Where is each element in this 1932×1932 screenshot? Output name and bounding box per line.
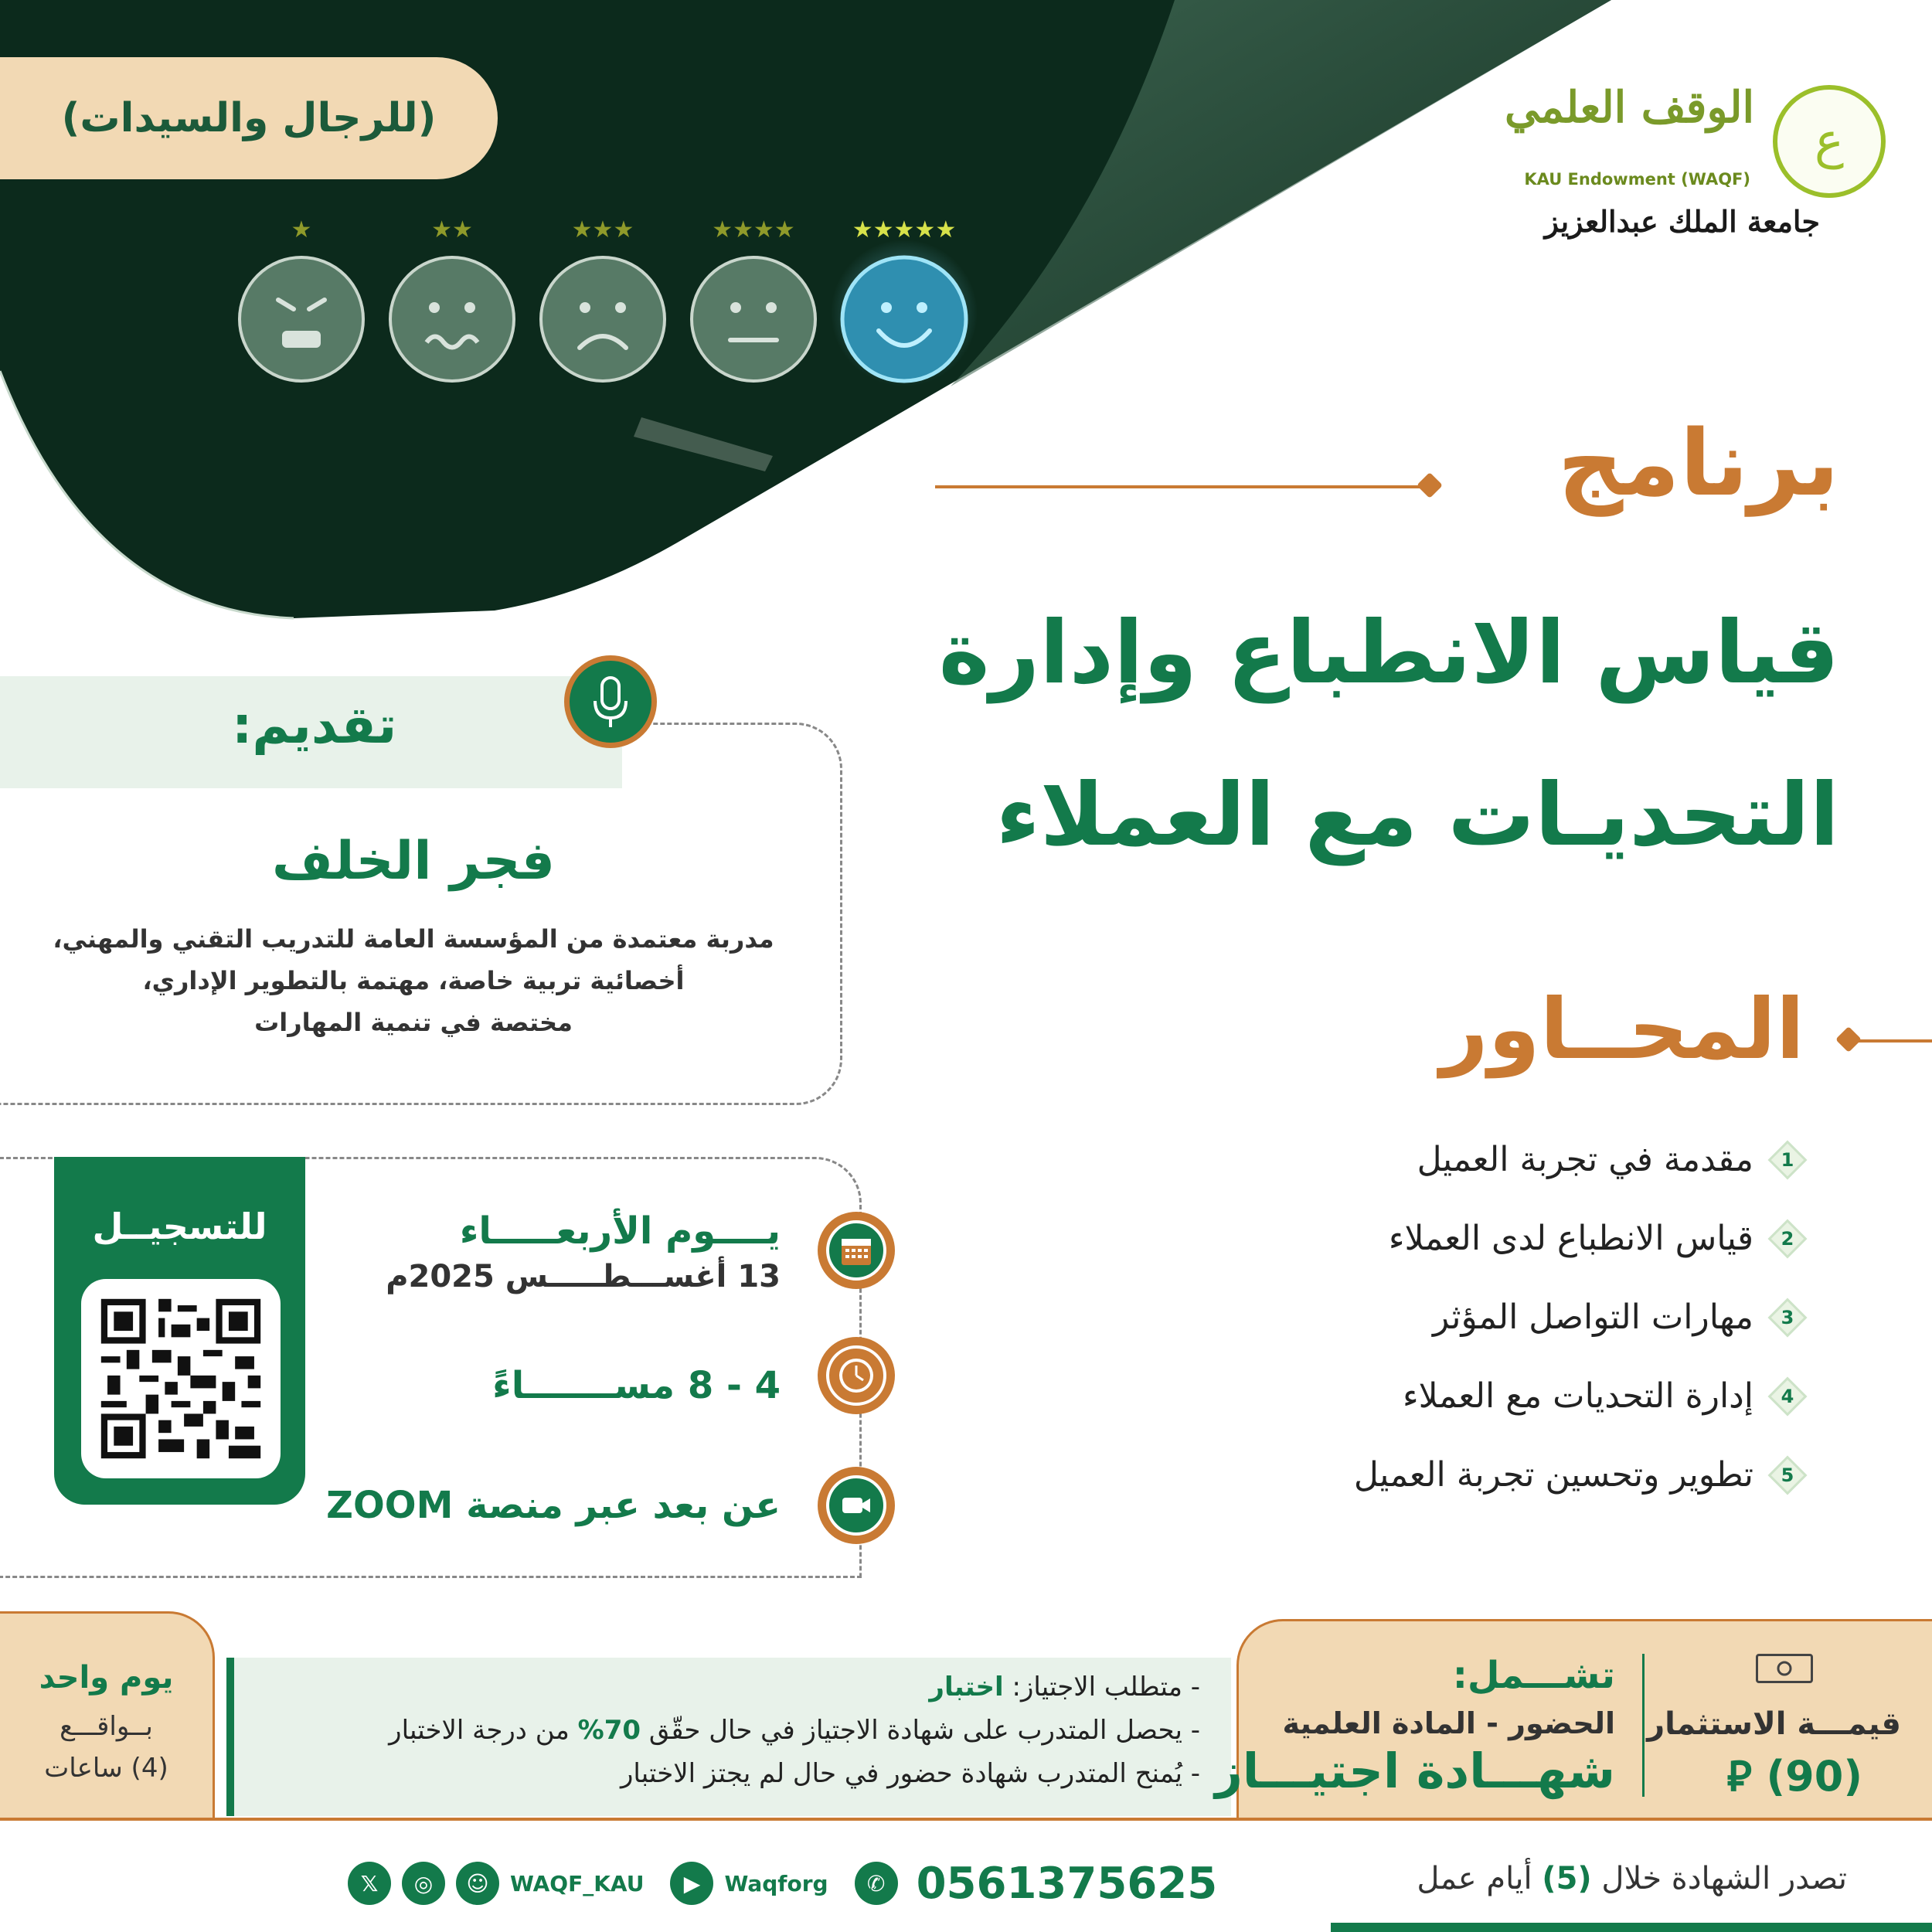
program-label: برنامج	[1557, 410, 1839, 516]
axes-divider	[1851, 1039, 1932, 1043]
duration-hours: (4) ساعات	[44, 1753, 168, 1784]
logo-university-text: جامعة الملك عبدالعزيز	[1544, 204, 1820, 239]
certificate-issue-note: تصدر الشهادة خلال (5) أيام عمل	[1417, 1861, 1847, 1896]
rating-scale	[232, 216, 989, 386]
instagram-icon[interactable]: ◎	[402, 1862, 445, 1905]
title-divider	[935, 485, 1430, 488]
presenter-bio-line: مدربة معتمدة من المؤسسة العامة للتدريب التقني والمهني،	[53, 924, 774, 954]
presenter-name: فجر الخلف	[271, 831, 556, 892]
rating-level	[383, 216, 522, 388]
logo-arabic-text: الوقف العلمي	[1504, 82, 1754, 133]
duration-box	[0, 1611, 215, 1818]
schedule-platform: عن بعد عبر منصة ZOOM	[326, 1484, 781, 1527]
duration-days: يوم واحد	[39, 1660, 174, 1696]
axis-number-badge: 3	[1770, 1301, 1804, 1335]
footer-accent-bar	[1331, 1923, 1932, 1932]
axis-text: تطوير وتحسين تجربة العميل	[1353, 1455, 1753, 1495]
youtube-icon[interactable]: ▶	[670, 1862, 713, 1905]
axis-number-badge: 2	[1770, 1222, 1804, 1256]
qr-code-icon	[81, 1279, 281, 1478]
axes-divider-dot	[1835, 1026, 1862, 1053]
axes-heading: المحــاور	[1440, 981, 1804, 1078]
axis-item	[1354, 1455, 1804, 1495]
axis-item	[1433, 1298, 1804, 1337]
rating-stars: ★★	[431, 216, 473, 243]
includes-certificate: شهـــادة اجتيـــاز	[1215, 1743, 1615, 1799]
logo-emblem-icon: ع	[1773, 85, 1886, 198]
axis-item	[1417, 1140, 1804, 1179]
axis-item	[1403, 1376, 1804, 1416]
registration-label: للتسجيــل	[92, 1206, 267, 1247]
registration-qr-code[interactable]	[81, 1279, 281, 1478]
video-camera-icon	[818, 1467, 895, 1544]
axis-text: قياس الانطباع لدى العملاء	[1388, 1219, 1753, 1258]
includes-items: الحضور - المادة العلمية	[1282, 1706, 1615, 1740]
footer-divider	[0, 1818, 1932, 1821]
microphone-icon	[564, 655, 657, 748]
happy-face-icon	[838, 253, 970, 385]
schedule-day: يــــوم الأربعـــــاء	[459, 1209, 781, 1253]
rating-level	[684, 216, 823, 388]
requirements-box	[226, 1658, 1231, 1816]
schedule-platform-row	[326, 1484, 781, 1527]
sad-face-icon	[537, 253, 668, 385]
neutral-face-icon	[688, 253, 819, 385]
rating-level	[533, 216, 672, 388]
youtube-handle[interactable]: Waqforg	[724, 1870, 828, 1896]
axis-item	[1389, 1219, 1804, 1258]
upset-face-icon	[386, 253, 518, 385]
price-value: (90) ⃁	[1726, 1752, 1862, 1801]
axis-text: مهارات التواصل المؤثر	[1433, 1298, 1753, 1337]
audience-badge: (للرجال والسيدات)	[0, 57, 498, 179]
whatsapp-icon[interactable]: ✆	[855, 1862, 898, 1905]
requirement-line: - متطلب الاجتياز: اختبار	[929, 1672, 1200, 1702]
kau-waqf-logo	[1504, 74, 1886, 252]
rating-stars: ★★★	[571, 216, 634, 243]
axis-text: مقدمة في تجربة العميل	[1417, 1140, 1753, 1179]
certificate-divider	[1642, 1654, 1645, 1797]
axis-number-badge: 1	[1770, 1143, 1804, 1177]
axis-number-badge: 5	[1770, 1458, 1804, 1492]
rating-level	[232, 216, 371, 388]
duration-by: بــواقـــع	[60, 1711, 153, 1742]
social-handle[interactable]: WAQF_KAU	[510, 1870, 645, 1896]
angry-face-icon	[236, 253, 367, 385]
presenter-bio-line: مختصة في تنمية المهارات	[254, 1008, 573, 1037]
axis-number-badge: 4	[1770, 1379, 1804, 1413]
x-twitter-icon[interactable]: 𝕏	[348, 1862, 391, 1905]
logo-english-text: KAU Endowment (WAQF)	[1524, 170, 1750, 189]
axis-text: إدارة التحديات مع العملاء	[1402, 1376, 1753, 1416]
phone-number[interactable]: 0561375625	[916, 1858, 1218, 1909]
requirement-line: - يحصل المتدرب على شهادة الاجتياز في حال حقّق 70% من درجة الاختبار	[389, 1715, 1200, 1746]
program-title-line1: قياس الانطباع وإدارة	[938, 603, 1839, 703]
schedule-time-row	[492, 1364, 781, 1407]
price-label: قيمـــة الاستثمار	[1647, 1706, 1901, 1742]
presenter-label: تقديم:	[232, 696, 397, 755]
presenter-bio-line: أخصائية تربية خاصة، مهتمة بالتطوير الإداري،	[142, 966, 685, 995]
calendar-icon	[818, 1212, 895, 1289]
rating-stars: ★	[291, 216, 312, 243]
snapchat-icon[interactable]: ☺	[456, 1862, 499, 1905]
requirement-line: - يُمنح المتدرب شهادة حضور في حال لم يجتز الاختبار	[620, 1758, 1200, 1789]
schedule-time: 4 - 8 مســـــــاءً	[492, 1364, 781, 1407]
money-icon	[1756, 1654, 1813, 1683]
rating-level-selected	[835, 216, 974, 388]
rating-stars: ★★★★★	[852, 216, 957, 243]
presenter-bio	[0, 918, 827, 1043]
contact-bar	[348, 1856, 1217, 1910]
program-title-line2: التحديـات مع العملاء	[995, 765, 1839, 866]
schedule-day-row	[386, 1209, 781, 1294]
clock-icon	[818, 1337, 895, 1414]
schedule-date: 13 أغســـطـــــس 2025م	[386, 1259, 781, 1294]
includes-label: تشـــمل:	[1452, 1654, 1615, 1697]
rating-stars: ★★★★	[712, 216, 795, 243]
